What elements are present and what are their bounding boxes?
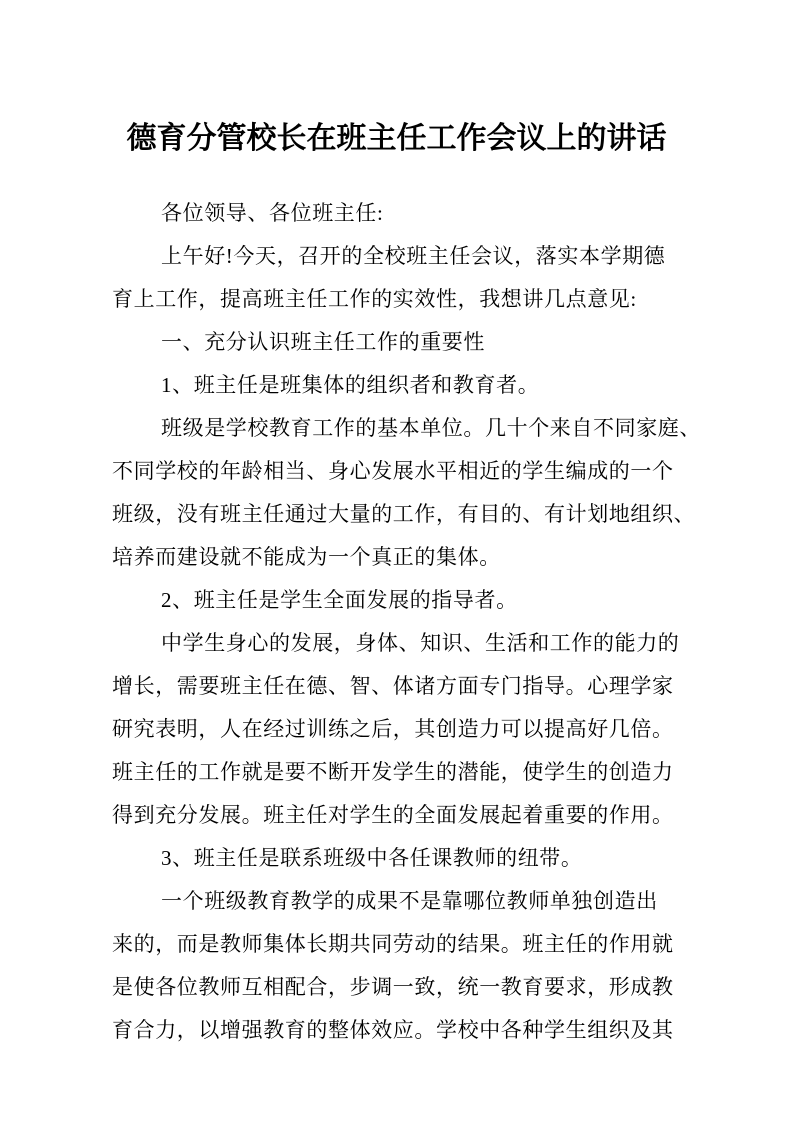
text-line: 班级是学校教育工作的基本单位。几十个来自不同家庭、 bbox=[161, 416, 701, 440]
text-line: 上午好!今天，召开的全校班主任会议，落实本学期德 bbox=[161, 244, 666, 268]
text-line: 研究表明，人在经过训练之后，其创造力可以提高好几倍。 bbox=[112, 717, 674, 741]
text-line: 班主任的工作就是要不断开发学生的潜能，使学生的创造力 bbox=[112, 760, 674, 784]
text-line: 培养而建设就不能成为一个真正的集体。 bbox=[112, 545, 501, 569]
text-line: 班级，没有班主任通过大量的工作，有目的、有计划地组织、 bbox=[112, 502, 696, 526]
document-body bbox=[0, 192, 793, 1052]
text-line: 育上工作，提高班主任工作的实效性，我想讲几点意见: bbox=[112, 287, 637, 311]
text-line: 育合力，以增强教育的整体效应。学校中各种学生组织及其 bbox=[112, 1018, 674, 1042]
text-line: 得到充分发展。班主任对学生的全面发展起着重要的作用。 bbox=[112, 803, 674, 827]
text-line: 一、充分认识班主任工作的重要性 bbox=[161, 330, 485, 354]
text-line: 增长，需要班主任在德、智、体诸方面专门指导。心理学家 bbox=[112, 674, 674, 698]
text-line: 来的，而是教师集体长期共同劳动的结果。班主任的作用就 bbox=[112, 932, 674, 956]
text-line: 3、班主任是联系班级中各任课教师的纽带。 bbox=[161, 846, 583, 870]
text-line: 不同学校的年龄相当、身心发展水平相近的学生编成的一个 bbox=[112, 459, 674, 483]
text-line: 一个班级教育教学的成果不是靠哪位教师单独创造出 bbox=[161, 889, 658, 913]
text-line: 是使各位教师互相配合，步调一致，统一教育要求，形成教 bbox=[112, 975, 674, 999]
text-line: 各位领导、各位班主任: bbox=[161, 201, 384, 225]
text-line: 中学生身心的发展，身体、知识、生活和工作的能力的 bbox=[161, 631, 680, 655]
text-line: 2、班主任是学生全面发展的指导者。 bbox=[161, 588, 518, 612]
document-title: 德育分管校长在班主任工作会议上的讲话 bbox=[126, 122, 667, 155]
text-line: 1、班主任是班集体的组织者和教育者。 bbox=[161, 373, 540, 397]
